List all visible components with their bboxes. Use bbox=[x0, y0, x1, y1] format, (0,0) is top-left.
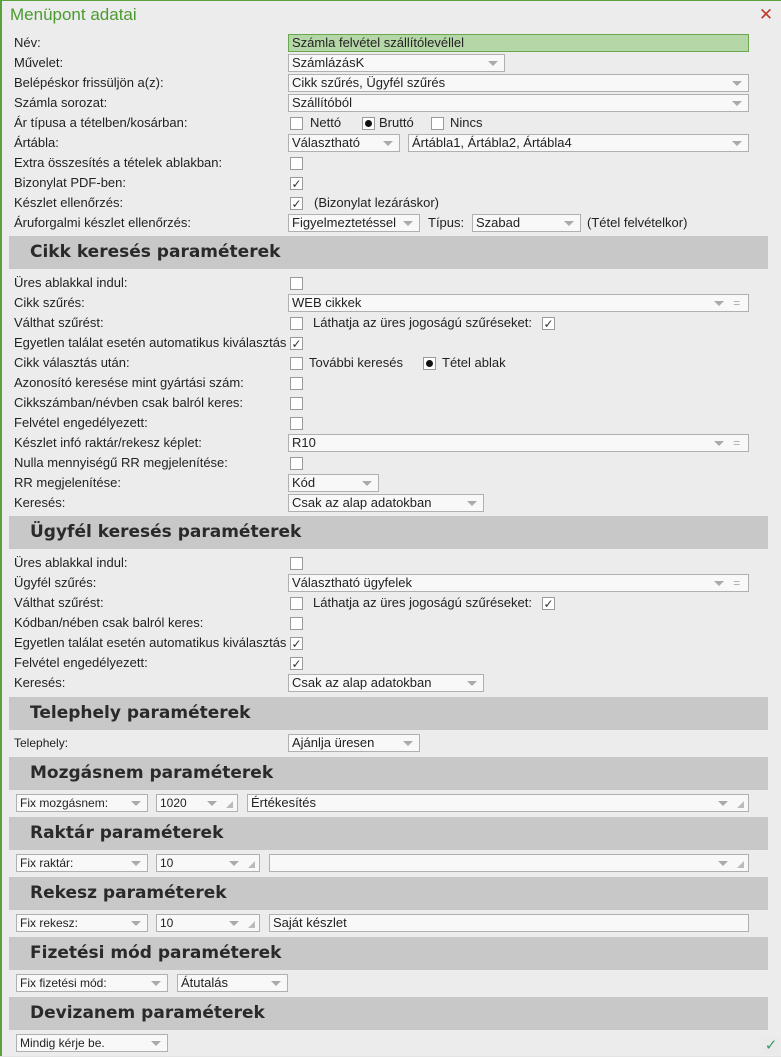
ugyfel-lathatja-checkbox[interactable]: ✓ bbox=[543, 597, 554, 611]
keplet-label: Készlet infó raktár/rekesz képlet: bbox=[14, 435, 202, 450]
mozgasnem-mode-select[interactable] bbox=[16, 794, 148, 812]
cikk-kereses-value: Csak az alap adatokban bbox=[292, 495, 432, 510]
extra-checkbox[interactable] bbox=[290, 157, 303, 170]
cikk-ures-label: Üres ablakkal indul: bbox=[14, 275, 128, 290]
rekesz-mode-value: Fix rekesz: bbox=[20, 916, 79, 930]
tipus-label: Típus: bbox=[428, 215, 465, 230]
cikk-utan-label: Cikk választás után: bbox=[14, 355, 130, 370]
resize-grip-icon[interactable] bbox=[248, 921, 255, 928]
sorozat-value: Szállítóból bbox=[292, 95, 352, 110]
resize-grip-icon[interactable] bbox=[737, 801, 744, 808]
ugyfel-ures-label: Üres ablakkal indul: bbox=[14, 555, 128, 570]
ugyfel-szures-select[interactable] bbox=[288, 574, 749, 592]
ugyfel-kereses-select[interactable] bbox=[288, 674, 484, 692]
chevron-down-icon bbox=[714, 581, 724, 586]
raktar-name-select[interactable] bbox=[269, 854, 749, 872]
ugyfel-felvetel-checkbox[interactable]: ✓ bbox=[291, 657, 302, 671]
keszlet-checkbox[interactable]: ✓ bbox=[291, 197, 302, 211]
rekesz-name-input[interactable]: Saját készlet bbox=[269, 914, 749, 932]
raktar-code-value: 10 bbox=[160, 856, 174, 870]
tetel-ablak-radio[interactable] bbox=[423, 357, 436, 370]
chevron-down-icon bbox=[714, 441, 724, 446]
chevron-down-icon bbox=[714, 301, 724, 306]
ugyfel-kereses-value: Csak az alap adatokban bbox=[292, 675, 432, 690]
frissul-label: Belépéskor frissüljön a(z): bbox=[14, 75, 164, 90]
ugyfel-valthat-checkbox[interactable] bbox=[290, 597, 303, 610]
nincs-label: Nincs bbox=[450, 115, 483, 130]
ugyfel-lathatja-label: Láthatja az üres jogoságú szűréseket: bbox=[313, 595, 532, 610]
extra-label: Extra összesítés a tételek ablakban: bbox=[14, 155, 223, 170]
ugyfel-szures-label: Ügyfél szűrés: bbox=[14, 575, 97, 590]
artabla-label: Ártábla: bbox=[14, 135, 59, 150]
chevron-down-icon bbox=[718, 861, 728, 866]
telephely-select[interactable] bbox=[288, 734, 420, 752]
telephely-value: Ajánlja üresen bbox=[292, 735, 375, 750]
cikk-valthat-checkbox[interactable] bbox=[290, 317, 303, 330]
chevron-down-icon bbox=[467, 501, 477, 506]
tipus-value: Szabad bbox=[476, 215, 521, 230]
aruforgalmi-value: Figyelmeztetéssel bbox=[292, 215, 397, 230]
section-ugyfel-title: Ügyfél keresés paraméterek bbox=[9, 516, 768, 549]
cikk-balrol-label: Cikkszámban/névben csak balról keres: bbox=[14, 395, 244, 410]
chevron-down-icon bbox=[732, 81, 742, 86]
cikk-szures-label: Cikk szűrés: bbox=[14, 295, 85, 310]
chevron-down-icon bbox=[718, 801, 728, 806]
section-raktar-title: Raktár paraméterek bbox=[9, 817, 768, 850]
deviza-value: Mindig kérje be. bbox=[20, 1036, 105, 1050]
muvelet-value: SzámlázásK bbox=[292, 55, 365, 70]
menu-lines-icon[interactable]: = bbox=[733, 436, 741, 450]
chevron-down-icon bbox=[151, 1041, 161, 1046]
brutto-label: Bruttó bbox=[379, 115, 414, 130]
chevron-down-icon bbox=[403, 741, 413, 746]
rr-value: Kód bbox=[292, 475, 316, 490]
nulla-label: Nulla mennyiségű RR megjelenítése: bbox=[14, 455, 228, 470]
chevron-down-icon bbox=[229, 861, 239, 866]
tetel-ablak-label: Tétel ablak bbox=[442, 355, 506, 370]
cikk-kereses-label: Keresés: bbox=[14, 495, 66, 510]
section-cikk-title: Cikk keresés paraméterek bbox=[9, 236, 768, 269]
cikk-szures-value: WEB cikkek bbox=[292, 295, 362, 310]
cikk-felvetel-checkbox[interactable] bbox=[290, 417, 303, 430]
cikk-szures-select[interactable] bbox=[288, 294, 749, 312]
chevron-down-icon bbox=[151, 981, 161, 986]
fizetes-mode-select[interactable] bbox=[16, 974, 168, 992]
ugyfel-szures-value: Választható ügyfelek bbox=[292, 575, 412, 590]
rekesz-code-select[interactable] bbox=[156, 914, 260, 932]
chevron-down-icon bbox=[732, 141, 742, 146]
chevron-down-icon bbox=[403, 221, 413, 226]
mozgasnem-mode-value: Fix mozgásnem: bbox=[20, 796, 109, 810]
mozgasnem-code-value: 1020 bbox=[160, 796, 187, 810]
ugyfel-balrol-label: Kódban/nében csak balról keres: bbox=[14, 615, 204, 630]
rekesz-mode-select[interactable] bbox=[16, 914, 148, 932]
mozgasnem-code-select[interactable] bbox=[156, 794, 238, 812]
aruforgalmi-select[interactable] bbox=[288, 214, 420, 232]
artabla-select[interactable] bbox=[408, 134, 749, 152]
nev-label: Név: bbox=[14, 35, 41, 50]
sorozat-select[interactable] bbox=[288, 94, 749, 112]
rr-select[interactable] bbox=[288, 474, 379, 492]
raktar-mode-select[interactable] bbox=[16, 854, 148, 872]
chevron-down-icon bbox=[564, 221, 574, 226]
keszlet-label: Készlet ellenőrzés: bbox=[14, 195, 124, 210]
muvelet-select[interactable] bbox=[288, 54, 505, 72]
raktar-mode-value: Fix raktár: bbox=[20, 856, 74, 870]
chevron-down-icon bbox=[131, 801, 141, 806]
close-icon[interactable]: ✕ bbox=[758, 5, 774, 24]
radio-dot-icon bbox=[365, 120, 372, 127]
ok-checkmark-icon[interactable]: ✓ bbox=[762, 1037, 780, 1055]
fizetes-select[interactable] bbox=[177, 974, 288, 992]
chevron-down-icon bbox=[383, 141, 393, 146]
section-fizetes-title: Fizetési mód paraméterek bbox=[9, 937, 768, 970]
ugyfel-kereses-label: Keresés: bbox=[14, 675, 66, 690]
nev-input[interactable]: Számla felvétel szállítólevéllel bbox=[288, 34, 749, 52]
ugyfel-valthat-label: Válthat szűrést: bbox=[14, 595, 104, 610]
muvelet-label: Művelet: bbox=[14, 55, 64, 70]
chevron-down-icon bbox=[271, 981, 281, 986]
artipus-label: Ár típusa a tételben/kosárban: bbox=[14, 115, 188, 130]
ugyfel-felvetel-label: Felvétel engedélyezett: bbox=[14, 655, 148, 670]
cikk-egyetlen-checkbox[interactable]: ✓ bbox=[291, 337, 302, 351]
cikk-balrol-checkbox[interactable] bbox=[290, 397, 303, 410]
cikk-felvetel-label: Felvétel engedélyezett: bbox=[14, 415, 148, 430]
nulla-checkbox[interactable] bbox=[290, 457, 303, 470]
section-mozgasnem-title: Mozgásnem paraméterek bbox=[9, 757, 768, 790]
nincs-checkbox[interactable] bbox=[431, 117, 444, 130]
netto-checkbox[interactable] bbox=[290, 117, 303, 130]
cikk-kereses-select[interactable] bbox=[288, 494, 484, 512]
aruforgalmi-note: (Tétel felvételkor) bbox=[587, 215, 688, 230]
tovabbi-kereses-checkbox[interactable] bbox=[290, 357, 303, 370]
tipus-select[interactable] bbox=[472, 214, 581, 232]
chevron-down-icon bbox=[467, 681, 477, 686]
resize-grip-icon[interactable] bbox=[248, 861, 255, 868]
ugyfel-egyetlen-checkbox[interactable]: ✓ bbox=[291, 637, 302, 651]
resize-grip-icon[interactable] bbox=[226, 801, 233, 808]
radio-dot-icon bbox=[426, 360, 433, 367]
keplet-value: R10 bbox=[292, 435, 316, 450]
cikk-valthat-label: Válthat szűrést: bbox=[14, 315, 104, 330]
telephely-label: Telephely: bbox=[14, 736, 69, 750]
azonosito-label: Azonosító keresése mint gyártási szám: bbox=[14, 375, 244, 390]
sorozat-label: Számla sorozat: bbox=[14, 95, 108, 110]
ugyfel-balrol-checkbox[interactable] bbox=[290, 617, 303, 630]
cikk-ures-checkbox[interactable] bbox=[290, 277, 303, 290]
cikk-egyetlen-label: Egyetlen találat esetén automatikus kiválasztás bbox=[14, 335, 287, 350]
fizetes-mode-value: Fix fizetési mód: bbox=[20, 976, 107, 990]
frissul-select[interactable] bbox=[288, 74, 749, 92]
resize-grip-icon[interactable] bbox=[737, 861, 744, 868]
artabla-mode-select[interactable] bbox=[288, 134, 400, 152]
artabla-mode-value: Választható bbox=[292, 135, 360, 150]
aruforgalmi-label: Áruforgalmi készlet ellenőrzés: bbox=[14, 215, 192, 230]
menu-lines-icon[interactable]: = bbox=[733, 576, 741, 590]
menu-lines-icon[interactable]: = bbox=[733, 296, 741, 310]
pdf-checkbox[interactable]: ✓ bbox=[291, 177, 302, 191]
section-rekesz-title: Rekesz paraméterek bbox=[9, 877, 768, 910]
chevron-down-icon bbox=[131, 921, 141, 926]
frissul-value: Cikk szűrés, Ügyfél szűrés bbox=[292, 75, 446, 90]
cikk-lathatja-label: Láthatja az üres jogoságú szűréseket: bbox=[313, 315, 532, 330]
chevron-down-icon bbox=[207, 801, 217, 806]
ugyfel-egyetlen-label: Egyetlen találat esetén automatikus kiválasztás bbox=[14, 635, 287, 650]
chevron-down-icon bbox=[362, 481, 372, 486]
chevron-down-icon bbox=[732, 101, 742, 106]
mozgasnem-name-select[interactable] bbox=[247, 794, 749, 812]
netto-label: Nettó bbox=[310, 115, 342, 130]
raktar-code-select[interactable] bbox=[156, 854, 260, 872]
chevron-down-icon bbox=[229, 921, 239, 926]
fizetes-value: Átutalás bbox=[181, 975, 228, 990]
deviza-select[interactable] bbox=[16, 1034, 168, 1052]
keszlet-note: (Bizonylat lezáráskor) bbox=[314, 195, 439, 210]
rekesz-code-value: 10 bbox=[160, 916, 174, 930]
section-telephely-title: Telephely paraméterek bbox=[9, 697, 768, 730]
pdf-label: Bizonylat PDF-ben: bbox=[14, 175, 126, 190]
cikk-lathatja-checkbox[interactable]: ✓ bbox=[543, 317, 554, 331]
rr-label: RR megjelenítése: bbox=[14, 475, 121, 490]
brutto-radio[interactable] bbox=[362, 117, 375, 130]
ugyfel-ures-checkbox[interactable] bbox=[290, 557, 303, 570]
mozgasnem-name-value: Értékesítés bbox=[251, 795, 317, 810]
chevron-down-icon bbox=[131, 861, 141, 866]
azonosito-checkbox[interactable] bbox=[290, 377, 303, 390]
artabla-value: Ártábla1, Ártábla2, Ártábla4 bbox=[412, 135, 572, 150]
keplet-select[interactable] bbox=[288, 434, 749, 452]
dialog-title: Menüpont adatai bbox=[10, 5, 137, 24]
section-deviza-title: Devizanem paraméterek bbox=[9, 997, 768, 1030]
tovabbi-kereses-label: További keresés bbox=[309, 355, 403, 370]
chevron-down-icon bbox=[488, 61, 498, 66]
